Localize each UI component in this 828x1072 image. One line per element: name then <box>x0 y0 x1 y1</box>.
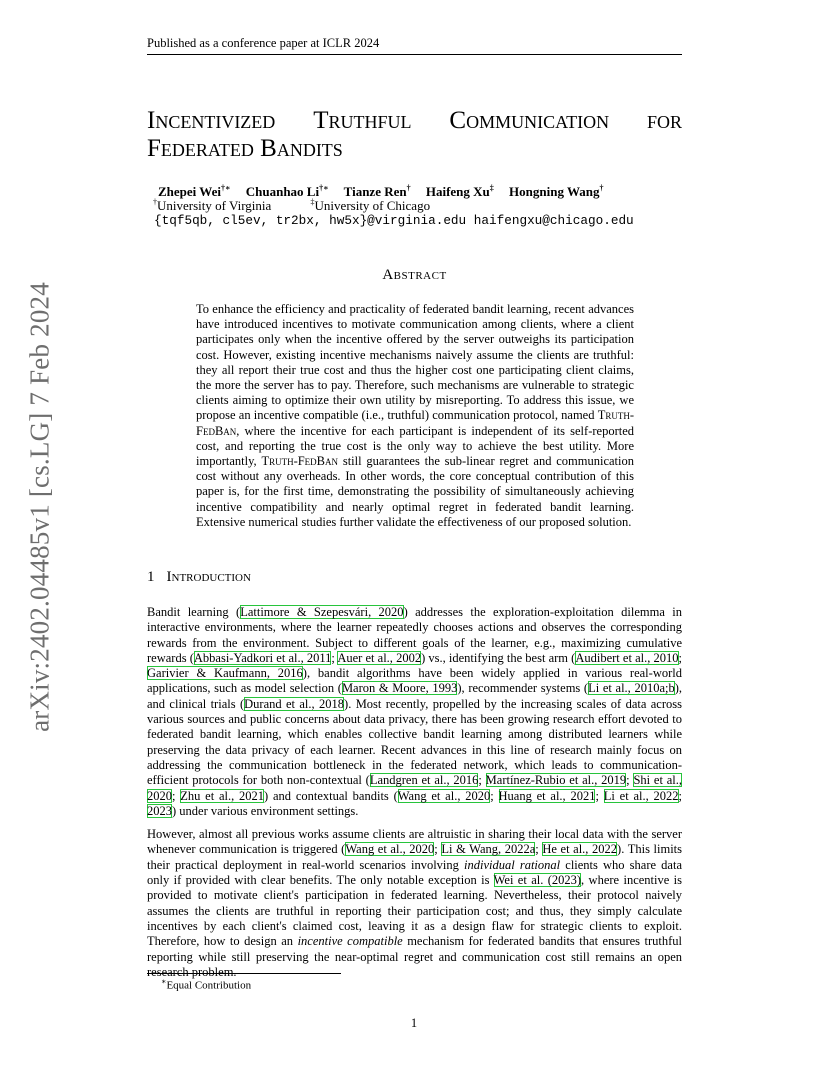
footnote: ∗Equal Contribution <box>161 977 252 992</box>
arxiv-identifier[interactable] <box>18 282 62 732</box>
title-line-1 <box>147 107 682 135</box>
title-word: Incentivized <box>147 107 276 134</box>
author-emails: {tqf5qb, cl5ev, tr2bx, hw5x}@virginia.edu haifengxu@chicago.edu <box>154 213 634 228</box>
citation-link[interactable]: Garivier & Kaufmann, 2016 <box>147 666 303 681</box>
title-line-2: Federated Bandits <box>147 135 343 162</box>
citation-link[interactable]: He et al., 2022 <box>542 842 618 857</box>
paragraph: Bandit learning (Lattimore & Szepesvári, 2020) addresses the exploration-exploitation dilemma in interactive environments, where the learner repeatedly chooses actions and observes the corresponding rewards from the environment. Subject to different goals of the learner, e.g., maximizing cumulative rewards (Abbasi-Yadkori et al., 2011; Auer et al., 2002) vs., identifying the best arm (Audibert et al., 2010; Garivier & Kaufmann, 2016), bandit algorithms have been widely applied in various real-world applications, such as model selection (Maron & Moore, 1993), recommender systems (Li et al., 2010a;b), and clinical trials (Durand et al., 2018). Most recently, propelled by the increasing scales of data across various sources and public concerns about data privacy, there has been growing research effort devoted to federated bandit learning, which enables collective bandit learning among distributed learners while preserving the data privacy of each learner. Recent advances in this line of research mainly focus on addressing the communication bottleneck in the federated network, which leads to communication-efficient protocols for both non-contextual (Landgren et al., 2016; Martínez-Rubio et al., 2019; Shi et al., 2020; Zhu et al., 2021) and contextual bandits (Wang et al., 2020; Huang et al., 2021; Li et al., 2022; 2023) under various environment settings. <box>147 605 683 818</box>
affiliations <box>153 198 673 214</box>
author: Zhepei Wei†∗ <box>158 184 231 200</box>
abstract-body: To enhance the efficiency and practicality of federated bandit learning, recent advances have introduced incentives to motivate communication among clients, where a client participates only when the incentive offered by the server outweighs its participation cost. However, existing incentive mechanisms naively assume the clients are truthful: they all report their true cost and thus the higher cost one participating client claims, the more the server has to pay. Therefore, such mechanisms are vulnerable to strategic clients aiming to optimize their own utility by misreporting. To address this issue, we propose an incentive compatible (i.e., truthful) communication protocol, named Truth-FedBan, where the incentive for each participant is independent of its self-reported cost, and reporting the true cost is the only way to achieve the best utility. More importantly, Truth-FedBan still guarantees the sub-linear regret and communication cost without any overheads. In other words, the core conceptual contribution of this paper is, for the first time, demonstrating the possibility of simultaneously achieving incentive compatibility and nearly optimal regret in federated bandit learning. Extensive numerical studies further validate the effectiveness of our proposed solution. <box>196 302 634 529</box>
citation-link[interactable]: Abbasi-Yadkori et al., 2011 <box>193 650 332 665</box>
citation-link[interactable]: Wei et al. (2023) <box>493 873 582 888</box>
emphasis: incentive compatible <box>297 934 403 949</box>
running-header: Published as a conference paper at ICLR 2024 <box>147 36 682 55</box>
author: Tianze Ren† <box>343 184 411 200</box>
citation-link[interactable]: Maron & Moore, 1993 <box>341 681 458 696</box>
citation-link[interactable]: Li et al., 2022 <box>603 788 679 803</box>
title-word: Truthful <box>313 107 412 134</box>
citation-link[interactable]: Zhu et al., 2021 <box>180 788 265 803</box>
author: Haifeng Xu‡ <box>425 184 494 200</box>
title-word: for <box>646 107 682 134</box>
method-name: Truth-FedBan <box>196 408 634 438</box>
citation-link[interactable]: Durand et al., 2018 <box>244 696 345 711</box>
section-heading <box>147 569 682 586</box>
citation-link[interactable]: Auer et al., 2002 <box>337 650 422 665</box>
citation-link[interactable]: Lattimore & Szepesvári, 2020 <box>240 605 404 619</box>
section-title: Introduction <box>166 569 251 585</box>
affiliation: ‡University of Chicago <box>310 198 431 214</box>
author: Chuanhao Li†∗ <box>245 184 329 200</box>
citation-link[interactable]: Li et al., 2010a;b <box>588 681 675 696</box>
citation-link[interactable]: Shi et al., 2020 <box>147 773 682 803</box>
page-number: 1 <box>410 1016 418 1030</box>
title-word: Communication <box>449 107 610 134</box>
arxiv-identifier-text: arXiv:2402.04485v1 [cs.LG] 7 Feb 2024 <box>24 282 55 732</box>
emphasis: individual rational <box>464 857 561 872</box>
introduction-body <box>147 605 682 988</box>
paper-title <box>147 107 682 163</box>
section-number: 1 <box>147 569 155 585</box>
citation-link[interactable]: Wang et al., 2020 <box>345 842 435 857</box>
footnote-divider <box>147 973 341 974</box>
affiliation: †University of Virginia <box>153 198 272 214</box>
citation-link[interactable]: Huang et al., 2021 <box>498 788 596 803</box>
method-name: Truth-FedBan <box>261 454 339 469</box>
author: Hongning Wang† <box>509 184 604 200</box>
citation-link[interactable]: Li & Wang, 2022a <box>441 842 536 857</box>
citation-link[interactable]: Landgren et al., 2016 <box>369 773 479 788</box>
paragraph: However, almost all previous works assume clients are altruistic in sharing their local data with the server whenever communication is triggered (Wang et al., 2020; Li & Wang, 2022a; He et al., 2022). This limits their practical deployment in real-world scenarios involving individual rational clients who share data only if provided with clear benefits. The only notable exception is Wei et al. (2023), where incentive is provided to motivate client's participation in federated learning. Nevertheless, their protocol naively assumes the clients are truthful in reporting their participation cost; and thus, they simply calculate incentives by each client's claimed cost, leaving it as a design flaw for strategic clients to exploit. Therefore, how to design an incentive compatible mechanism for federated bandits that ensures truthful reporting while still preserving the near-optimal regret and communication cost still remains an open research problem. <box>147 827 683 979</box>
citation-link[interactable]: Audibert et al., 2010 <box>575 650 679 665</box>
citation-link[interactable]: Martínez-Rubio et al., 2019 <box>485 773 627 788</box>
citation-link[interactable]: Wang et al., 2020 <box>397 788 491 803</box>
citation-link[interactable]: 2023 <box>147 803 172 818</box>
abstract-heading: Abstract <box>382 267 447 283</box>
